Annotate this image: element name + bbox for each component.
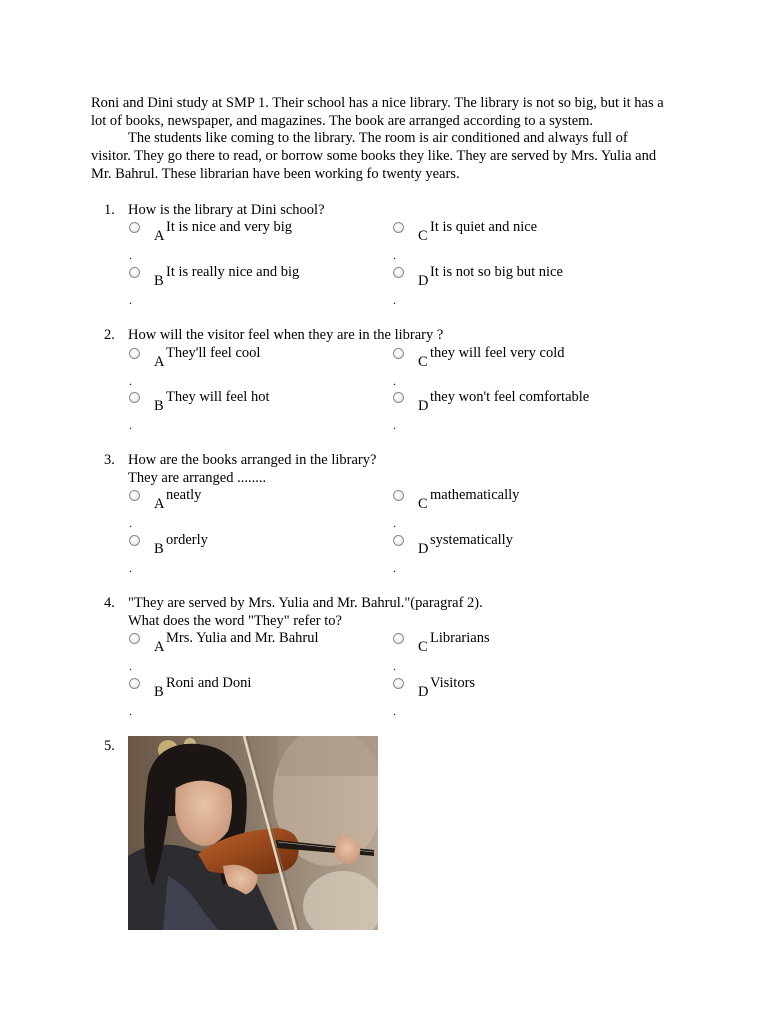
option-letter: D bbox=[418, 273, 429, 289]
radio-button[interactable] bbox=[393, 535, 404, 546]
option-c[interactable] bbox=[393, 219, 633, 263]
question-text bbox=[128, 451, 668, 487]
question-number: 1. bbox=[104, 202, 115, 218]
option-letter: C bbox=[418, 228, 428, 244]
option-letter: D bbox=[418, 684, 429, 700]
radio-button[interactable] bbox=[129, 535, 140, 546]
option-letter: A bbox=[154, 639, 165, 655]
option-text: Roni and Doni bbox=[166, 675, 252, 691]
violin-player-photo bbox=[128, 736, 378, 930]
radio-button[interactable] bbox=[129, 222, 140, 233]
question-text bbox=[128, 201, 668, 219]
question-number: 5. bbox=[104, 738, 115, 754]
option-dot: . bbox=[129, 374, 132, 388]
option-letter: C bbox=[418, 639, 428, 655]
option-b[interactable] bbox=[129, 532, 369, 576]
option-b[interactable] bbox=[129, 675, 369, 719]
option-dot: . bbox=[129, 659, 132, 673]
option-text: neatly bbox=[166, 487, 202, 503]
option-a[interactable] bbox=[129, 219, 369, 263]
option-text: they won't feel comfortable bbox=[430, 389, 590, 405]
radio-button[interactable] bbox=[393, 267, 404, 278]
option-d[interactable] bbox=[393, 532, 633, 576]
option-dot: . bbox=[393, 418, 396, 432]
radio-button[interactable] bbox=[393, 490, 404, 501]
option-letter: B bbox=[154, 541, 164, 557]
option-text: They'll feel cool bbox=[166, 345, 261, 361]
option-letter: C bbox=[418, 354, 428, 370]
question-line: How will the visitor feel when they are in the library ? bbox=[128, 327, 444, 343]
question-number: 4. bbox=[104, 595, 115, 611]
option-c[interactable] bbox=[393, 630, 633, 674]
option-c[interactable] bbox=[393, 345, 633, 389]
option-letter: A bbox=[154, 228, 165, 244]
question-line: How is the library at Dini school? bbox=[128, 202, 325, 218]
option-dot: . bbox=[393, 704, 396, 718]
option-dot: . bbox=[129, 561, 132, 575]
option-dot: . bbox=[129, 704, 132, 718]
option-text: they will feel very cold bbox=[430, 345, 565, 361]
option-text: Librarians bbox=[430, 630, 490, 646]
question-line: "They are served by Mrs. Yulia and Mr. Bahrul."(paragraf 2). bbox=[128, 595, 483, 611]
question-line: They are arranged ........ bbox=[128, 470, 267, 486]
option-d[interactable] bbox=[393, 264, 633, 308]
option-dot: . bbox=[129, 293, 132, 307]
option-b[interactable] bbox=[129, 264, 369, 308]
option-dot: . bbox=[393, 516, 396, 530]
passage-paragraph-1: Roni and Dini study at SMP 1. Their school has a nice library. The library is not so big, but it has a lot of books, newspaper, and magazines. The book are arranged according to a system. bbox=[91, 95, 664, 129]
option-letter: B bbox=[154, 684, 164, 700]
option-text: It is really nice and big bbox=[166, 264, 300, 280]
option-dot: . bbox=[393, 659, 396, 673]
question-line: What does the word "They" refer to? bbox=[128, 613, 342, 629]
option-dot: . bbox=[393, 248, 396, 262]
option-d[interactable] bbox=[393, 675, 633, 719]
option-dot: . bbox=[129, 516, 132, 530]
option-text: They will feel hot bbox=[166, 389, 270, 405]
option-text: Mrs. Yulia and Mr. Bahrul bbox=[166, 630, 319, 646]
radio-button[interactable] bbox=[393, 633, 404, 644]
option-letter: A bbox=[154, 496, 165, 512]
option-letter: C bbox=[418, 496, 428, 512]
option-text: It is quiet and nice bbox=[430, 219, 538, 235]
radio-button[interactable] bbox=[393, 222, 404, 233]
radio-button[interactable] bbox=[129, 490, 140, 501]
radio-button[interactable] bbox=[393, 392, 404, 403]
option-letter: D bbox=[418, 398, 429, 414]
question-text bbox=[128, 326, 668, 344]
radio-button[interactable] bbox=[129, 267, 140, 278]
radio-button[interactable] bbox=[129, 678, 140, 689]
question-line: How are the books arranged in the library? bbox=[128, 452, 377, 468]
radio-button[interactable] bbox=[129, 633, 140, 644]
radio-button[interactable] bbox=[393, 348, 404, 359]
option-a[interactable] bbox=[129, 345, 369, 389]
question-number: 3. bbox=[104, 452, 115, 468]
question-text bbox=[128, 594, 668, 630]
option-a[interactable] bbox=[129, 630, 369, 674]
option-c[interactable] bbox=[393, 487, 633, 531]
radio-button[interactable] bbox=[129, 348, 140, 359]
option-dot: . bbox=[393, 561, 396, 575]
option-letter: B bbox=[154, 273, 164, 289]
question-number: 2. bbox=[104, 327, 115, 343]
radio-button[interactable] bbox=[129, 392, 140, 403]
option-text: Visitors bbox=[430, 675, 476, 691]
option-text: orderly bbox=[166, 532, 208, 548]
option-letter: B bbox=[154, 398, 164, 414]
option-dot: . bbox=[393, 374, 396, 388]
option-text: It is nice and very big bbox=[166, 219, 293, 235]
option-letter: D bbox=[418, 541, 429, 557]
option-text: It is not so big but nice bbox=[430, 264, 563, 280]
passage-paragraph-2: The students like coming to the library. The room is air conditioned and always full of visitor. They go there to read, or borrow some books they like. They are served by Mrs. Yulia and Mr. Bahrul. These librarian have been working fo twenty years. bbox=[91, 130, 657, 182]
option-dot: . bbox=[393, 293, 396, 307]
option-letter: A bbox=[154, 354, 165, 370]
option-text: systematically bbox=[430, 532, 513, 548]
option-b[interactable] bbox=[129, 389, 369, 433]
option-text: mathematically bbox=[430, 487, 520, 503]
option-dot: . bbox=[129, 248, 132, 262]
option-a[interactable] bbox=[129, 487, 369, 531]
option-d[interactable] bbox=[393, 389, 633, 433]
option-dot: . bbox=[129, 418, 132, 432]
radio-button[interactable] bbox=[393, 678, 404, 689]
